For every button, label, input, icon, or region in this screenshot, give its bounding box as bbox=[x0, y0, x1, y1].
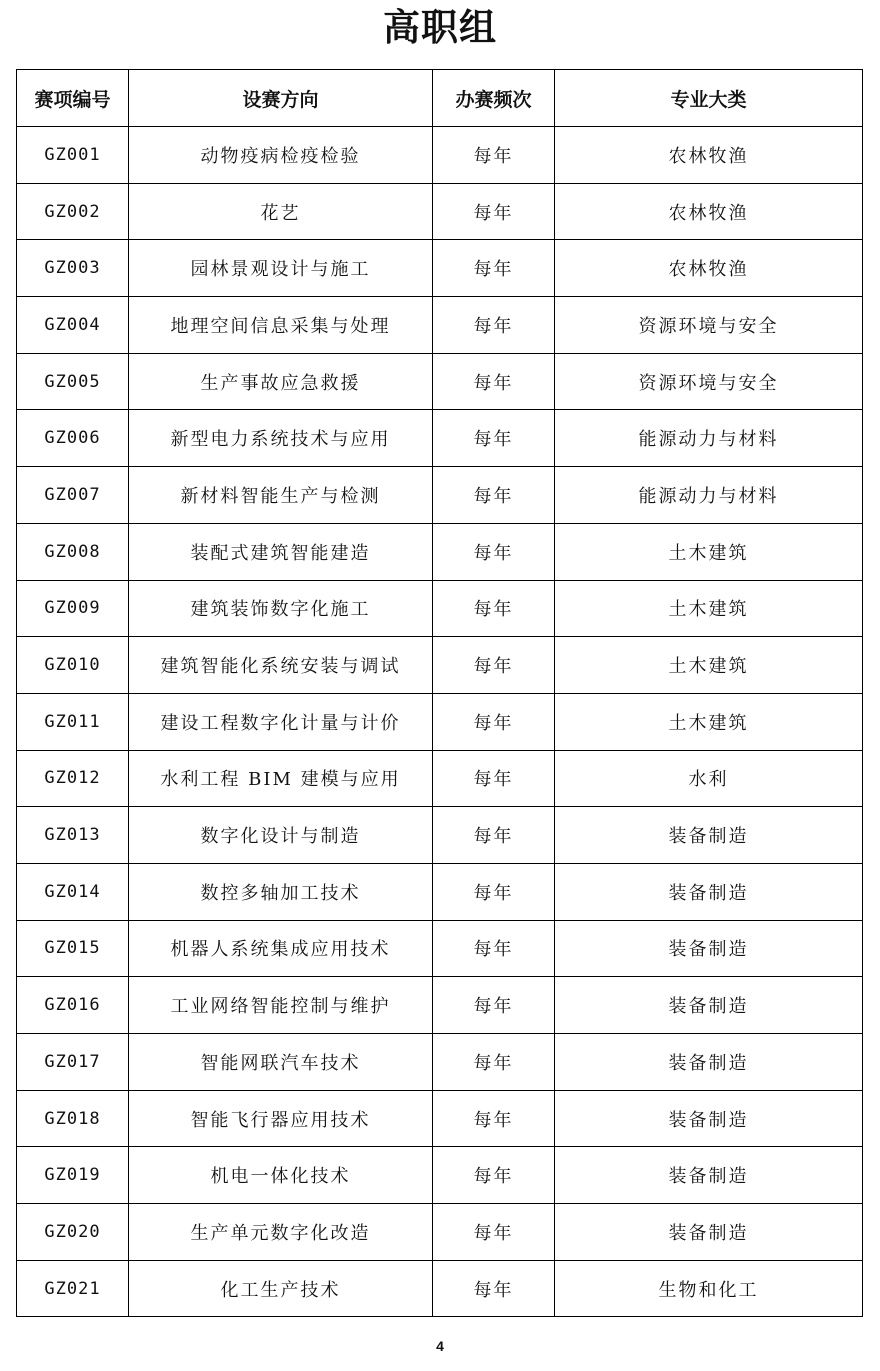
header-frequency: 办赛频次 bbox=[433, 70, 555, 127]
page-title: 高职组 bbox=[383, 6, 497, 49]
code-cell: GZ011 bbox=[17, 693, 129, 750]
category-cell: 能源动力与材料 bbox=[555, 467, 863, 524]
code-cell: GZ006 bbox=[17, 410, 129, 467]
header-code: 赛项编号 bbox=[17, 70, 129, 127]
direction-cell: 机器人系统集成应用技术 bbox=[129, 920, 433, 977]
frequency-cell: 每年 bbox=[433, 353, 555, 410]
code-cell: GZ016 bbox=[17, 977, 129, 1034]
table-row bbox=[17, 1147, 863, 1204]
code-cell: GZ015 bbox=[17, 920, 129, 977]
code-cell: GZ003 bbox=[17, 240, 129, 297]
direction-cell: 建设工程数字化计量与计价 bbox=[129, 693, 433, 750]
table-row bbox=[17, 1090, 863, 1147]
direction-cell: 智能飞行器应用技术 bbox=[129, 1090, 433, 1147]
table-row bbox=[17, 580, 863, 637]
competition-table bbox=[16, 69, 863, 1317]
code-cell: GZ009 bbox=[17, 580, 129, 637]
direction-cell: 地理空间信息采集与处理 bbox=[129, 297, 433, 354]
category-cell: 土木建筑 bbox=[555, 580, 863, 637]
header-direction: 设赛方向 bbox=[129, 70, 433, 127]
code-cell: GZ014 bbox=[17, 863, 129, 920]
category-cell: 装备制造 bbox=[555, 1204, 863, 1261]
frequency-cell: 每年 bbox=[433, 977, 555, 1034]
table-row bbox=[17, 1260, 863, 1317]
frequency-cell: 每年 bbox=[433, 807, 555, 864]
frequency-cell: 每年 bbox=[433, 1034, 555, 1091]
table-row bbox=[17, 693, 863, 750]
code-cell: GZ004 bbox=[17, 297, 129, 354]
table-row bbox=[17, 1034, 863, 1091]
category-cell: 装备制造 bbox=[555, 920, 863, 977]
table-row bbox=[17, 240, 863, 297]
category-cell: 资源环境与安全 bbox=[555, 353, 863, 410]
frequency-cell: 每年 bbox=[433, 1147, 555, 1204]
code-cell: GZ019 bbox=[17, 1147, 129, 1204]
frequency-cell: 每年 bbox=[433, 1204, 555, 1261]
direction-cell: 园林景观设计与施工 bbox=[129, 240, 433, 297]
category-cell: 土木建筑 bbox=[555, 637, 863, 694]
direction-cell: 建筑装饰数字化施工 bbox=[129, 580, 433, 637]
direction-cell: 动物疫病检疫检验 bbox=[129, 127, 433, 184]
code-cell: GZ021 bbox=[17, 1260, 129, 1317]
direction-cell: 建筑智能化系统安装与调试 bbox=[129, 637, 433, 694]
frequency-cell: 每年 bbox=[433, 637, 555, 694]
category-cell: 农林牧渔 bbox=[555, 240, 863, 297]
frequency-cell: 每年 bbox=[433, 1260, 555, 1317]
code-cell: GZ008 bbox=[17, 523, 129, 580]
code-cell: GZ002 bbox=[17, 183, 129, 240]
frequency-cell: 每年 bbox=[433, 580, 555, 637]
direction-cell: 智能网联汽车技术 bbox=[129, 1034, 433, 1091]
code-cell: GZ005 bbox=[17, 353, 129, 410]
table-row bbox=[17, 750, 863, 807]
direction-cell: 花艺 bbox=[129, 183, 433, 240]
direction-cell: 新材料智能生产与检测 bbox=[129, 467, 433, 524]
code-cell: GZ018 bbox=[17, 1090, 129, 1147]
direction-cell: 数控多轴加工技术 bbox=[129, 863, 433, 920]
code-cell: GZ010 bbox=[17, 637, 129, 694]
frequency-cell: 每年 bbox=[433, 1090, 555, 1147]
code-cell: GZ020 bbox=[17, 1204, 129, 1261]
code-cell: GZ001 bbox=[17, 127, 129, 184]
frequency-cell: 每年 bbox=[433, 410, 555, 467]
category-cell: 土木建筑 bbox=[555, 693, 863, 750]
table-body bbox=[17, 127, 863, 1317]
direction-cell: 水利工程 BIM 建模与应用 bbox=[129, 750, 433, 807]
frequency-cell: 每年 bbox=[433, 240, 555, 297]
frequency-cell: 每年 bbox=[433, 750, 555, 807]
category-cell: 装备制造 bbox=[555, 807, 863, 864]
direction-cell: 机电一体化技术 bbox=[129, 1147, 433, 1204]
frequency-cell: 每年 bbox=[433, 523, 555, 580]
table-row bbox=[17, 637, 863, 694]
direction-cell: 生产单元数字化改造 bbox=[129, 1204, 433, 1261]
frequency-cell: 每年 bbox=[433, 467, 555, 524]
frequency-cell: 每年 bbox=[433, 693, 555, 750]
table-row bbox=[17, 1204, 863, 1261]
code-cell: GZ013 bbox=[17, 807, 129, 864]
table-header-row bbox=[17, 70, 863, 127]
direction-cell: 工业网络智能控制与维护 bbox=[129, 977, 433, 1034]
table-row bbox=[17, 807, 863, 864]
table-row bbox=[17, 127, 863, 184]
table-row bbox=[17, 467, 863, 524]
category-cell: 资源环境与安全 bbox=[555, 297, 863, 354]
category-cell: 农林牧渔 bbox=[555, 183, 863, 240]
direction-cell: 新型电力系统技术与应用 bbox=[129, 410, 433, 467]
category-cell: 装备制造 bbox=[555, 1034, 863, 1091]
table-row bbox=[17, 977, 863, 1034]
code-cell: GZ007 bbox=[17, 467, 129, 524]
frequency-cell: 每年 bbox=[433, 863, 555, 920]
table-row bbox=[17, 920, 863, 977]
table-row bbox=[17, 523, 863, 580]
category-cell: 装备制造 bbox=[555, 863, 863, 920]
direction-cell: 生产事故应急救援 bbox=[129, 353, 433, 410]
table-row bbox=[17, 183, 863, 240]
category-cell: 农林牧渔 bbox=[555, 127, 863, 184]
table-row bbox=[17, 410, 863, 467]
page-number: 4 bbox=[436, 1338, 444, 1354]
category-cell: 能源动力与材料 bbox=[555, 410, 863, 467]
category-cell: 装备制造 bbox=[555, 1147, 863, 1204]
code-cell: GZ017 bbox=[17, 1034, 129, 1091]
table-row bbox=[17, 297, 863, 354]
category-cell: 装备制造 bbox=[555, 977, 863, 1034]
code-cell: GZ012 bbox=[17, 750, 129, 807]
frequency-cell: 每年 bbox=[433, 920, 555, 977]
frequency-cell: 每年 bbox=[433, 127, 555, 184]
frequency-cell: 每年 bbox=[433, 297, 555, 354]
category-cell: 装备制造 bbox=[555, 1090, 863, 1147]
category-cell: 生物和化工 bbox=[555, 1260, 863, 1317]
direction-cell: 化工生产技术 bbox=[129, 1260, 433, 1317]
table-row bbox=[17, 353, 863, 410]
category-cell: 土木建筑 bbox=[555, 523, 863, 580]
direction-cell: 数字化设计与制造 bbox=[129, 807, 433, 864]
direction-cell: 装配式建筑智能建造 bbox=[129, 523, 433, 580]
header-category: 专业大类 bbox=[555, 70, 863, 127]
table-row bbox=[17, 863, 863, 920]
frequency-cell: 每年 bbox=[433, 183, 555, 240]
category-cell: 水利 bbox=[555, 750, 863, 807]
